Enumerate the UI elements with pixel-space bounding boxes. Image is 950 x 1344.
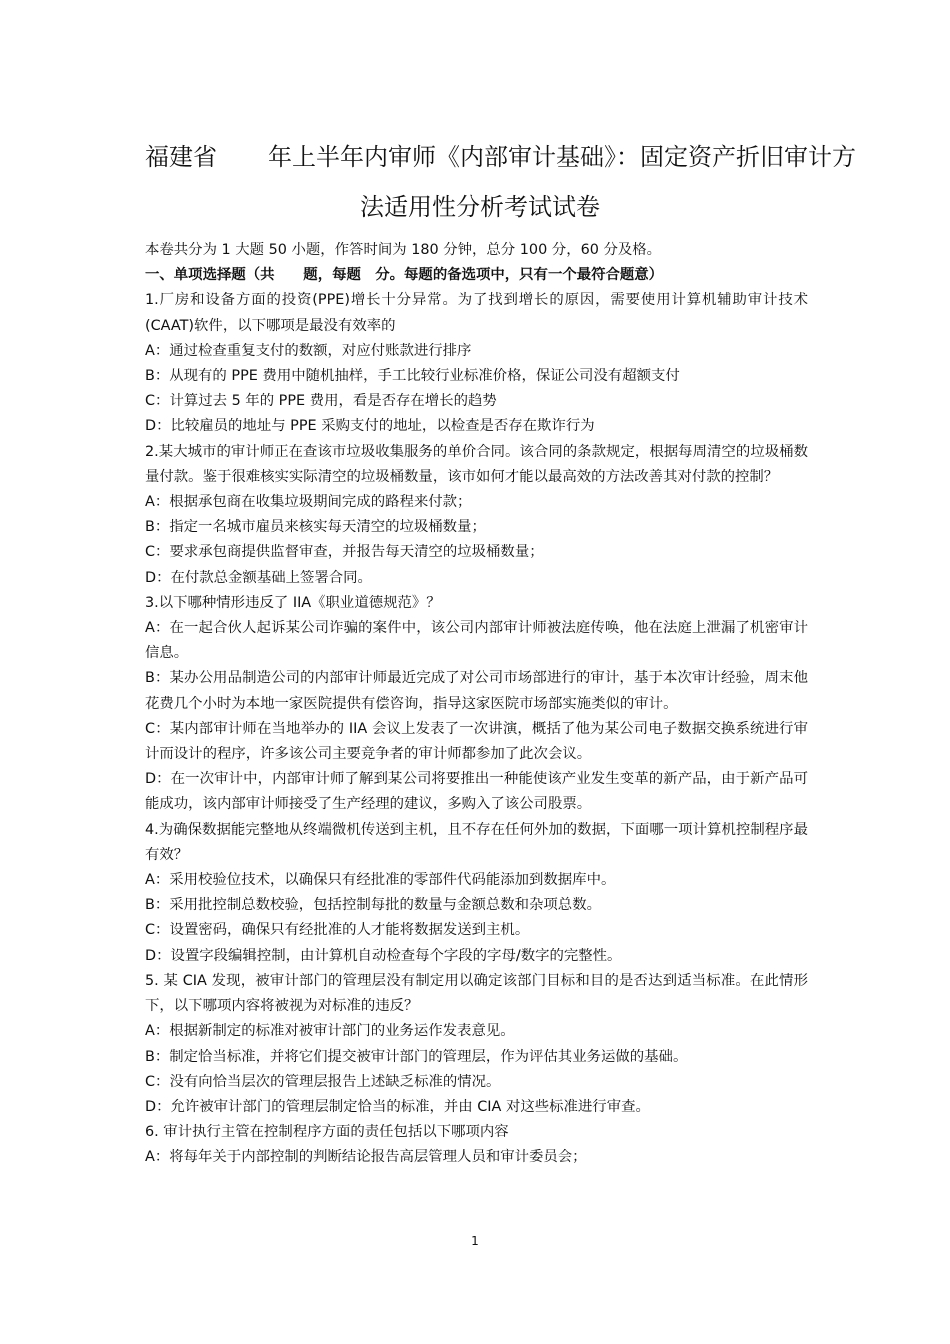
question-6 (145, 1120, 808, 1170)
option-c: C：计算过去 5 年的 PPE 费用，看是否存在增长的趋势 (145, 393, 497, 410)
option-b: B：指定一名城市雇员来核实每天清空的垃圾桶数量； (145, 519, 486, 536)
document-title-line-2: 法适用性分析考试试卷 (360, 193, 600, 221)
question-stem: 6. 审计执行主管在控制程序方面的责任包括以下哪项内容 (145, 1124, 509, 1141)
option-b: B：从现有的 PPE 费用中随机抽样，手工比较行业标准价格，保证公司没有超额支付 (145, 368, 680, 385)
option-c: C：没有向恰当层次的管理层报告上述缺乏标准的情况。 (145, 1073, 501, 1090)
title-main: 年上半年内审师《内部审计基础》：固定资产折旧审计方 (268, 143, 856, 171)
option-a: A：根据新制定的标准对被审计部门的业务运作发表意见。 (145, 1023, 515, 1040)
section-heading: 一、单项选择题（共 题，每题 分。每题的备选项中，只有一个最符合题意） (145, 267, 664, 284)
option-b: B：采用批控制总数校验，包括控制每批的数量与金额总数和杂项总数。 (145, 897, 601, 914)
option-a: A：在一起合伙人起诉某公司诈骗的案件中，该公司内部审计师被法庭传唤，他在法庭上泄漏了机密审计信息。 (145, 620, 808, 662)
option-d: D：在付款总金额基础上签署合同。 (145, 569, 372, 586)
question-4 (145, 818, 808, 969)
option-d: D：允许被审计部门的管理层制定恰当的标准，并由 CIA 对这些标准进行审查。 (145, 1098, 650, 1115)
option-a: A：将每年关于内部控制的判断结论报告高层管理人员和审计委员会； (145, 1149, 587, 1166)
question-3 (145, 591, 808, 818)
option-b: B：某办公用品制造公司的内部审计师最近完成了对公司市场部进行的审计，基于本次审计经验，周末他花费几个小时为本地一家医院提供有偿咨询，指导这家医院市场部实施类似的审计。 (145, 670, 808, 712)
page-number: 1 (471, 1234, 479, 1248)
option-b: B：制定恰当标准，并将它们提交被审计部门的管理层，作为评估其业务运做的基础。 (145, 1048, 688, 1065)
question-stem: 1.厂房和设备方面的投资(PPE)增长十分异常。为了找到增长的原因，需要使用计算机辅助审计技术(CAAT)软件，以下哪项是最没有效率的 (145, 292, 808, 334)
option-d: D：比较雇员的地址与 PPE 采购支付的地址，以检查是否存在欺诈行为 (145, 418, 595, 435)
option-d: D：在一次审计中，内部审计师了解到某公司将要推出一种能使该产业发生变革的新产品，由于新产品可能成功，该内部审计师接受了生产经理的建议，多购入了该公司股票。 (145, 771, 808, 813)
question-5 (145, 969, 808, 1120)
question-1 (145, 288, 808, 439)
question-stem: 2.某大城市的审计师正在查该市垃圾收集服务的单价合同。该合同的条款规定，根据每周清空的垃圾桶数量付款。鉴于很难核实实际清空的垃圾桶数量，该市如何才能以最高效的方法改善其对付款的控制？ (145, 443, 808, 485)
question-stem: 3.以下哪种情形违反了 IIA《职业道德规范》？ (145, 594, 441, 611)
option-a: A：根据承包商在收集垃圾期间完成的路程来付款； (145, 494, 472, 511)
option-c: C：设置密码，确保只有经批准的人才能将数据发送到主机。 (145, 922, 530, 939)
option-d: D：设置字段编辑控制，由计算机自动检查每个字段的字母/数字的完整性。 (145, 947, 622, 964)
title-province: 福建省 (145, 143, 217, 171)
question-stem: 4.为确保数据能完整地从终端微机传送到主机，且不存在任何外加的数据，下面哪一项计算机控制程序最有效？ (145, 821, 808, 863)
option-a: A：采用校验位技术，以确保只有经批准的零部件代码能添加到数据库中。 (145, 872, 616, 889)
question-stem: 5. 某 CIA 发现，被审计部门的管理层没有制定用以确定该部门目标和目的是否达到适当标准。在此情形下，以下哪项内容将被视为对标准的违反？ (145, 972, 808, 1015)
exam-body (145, 238, 808, 1171)
question-2 (145, 440, 808, 591)
exam-intro: 本卷共分为 1 大题 50 小题，作答时间为 180 分钟，总分 100 分，60 分及格。 (145, 242, 662, 258)
option-c: C：要求承包商提供监督审查，并报告每天清空的垃圾桶数量； (145, 544, 544, 561)
option-a: A：通过检查重复支付的数额，对应付账款进行排序 (145, 342, 472, 359)
option-c: C：某内部审计师在当地举办的 IIA 会议上发表了一次讲演，概括了他为某公司电子数据交换系统进行审计而设计的程序，许多该公司主要竞争者的审计师都参加了此次会议。 (145, 720, 808, 763)
